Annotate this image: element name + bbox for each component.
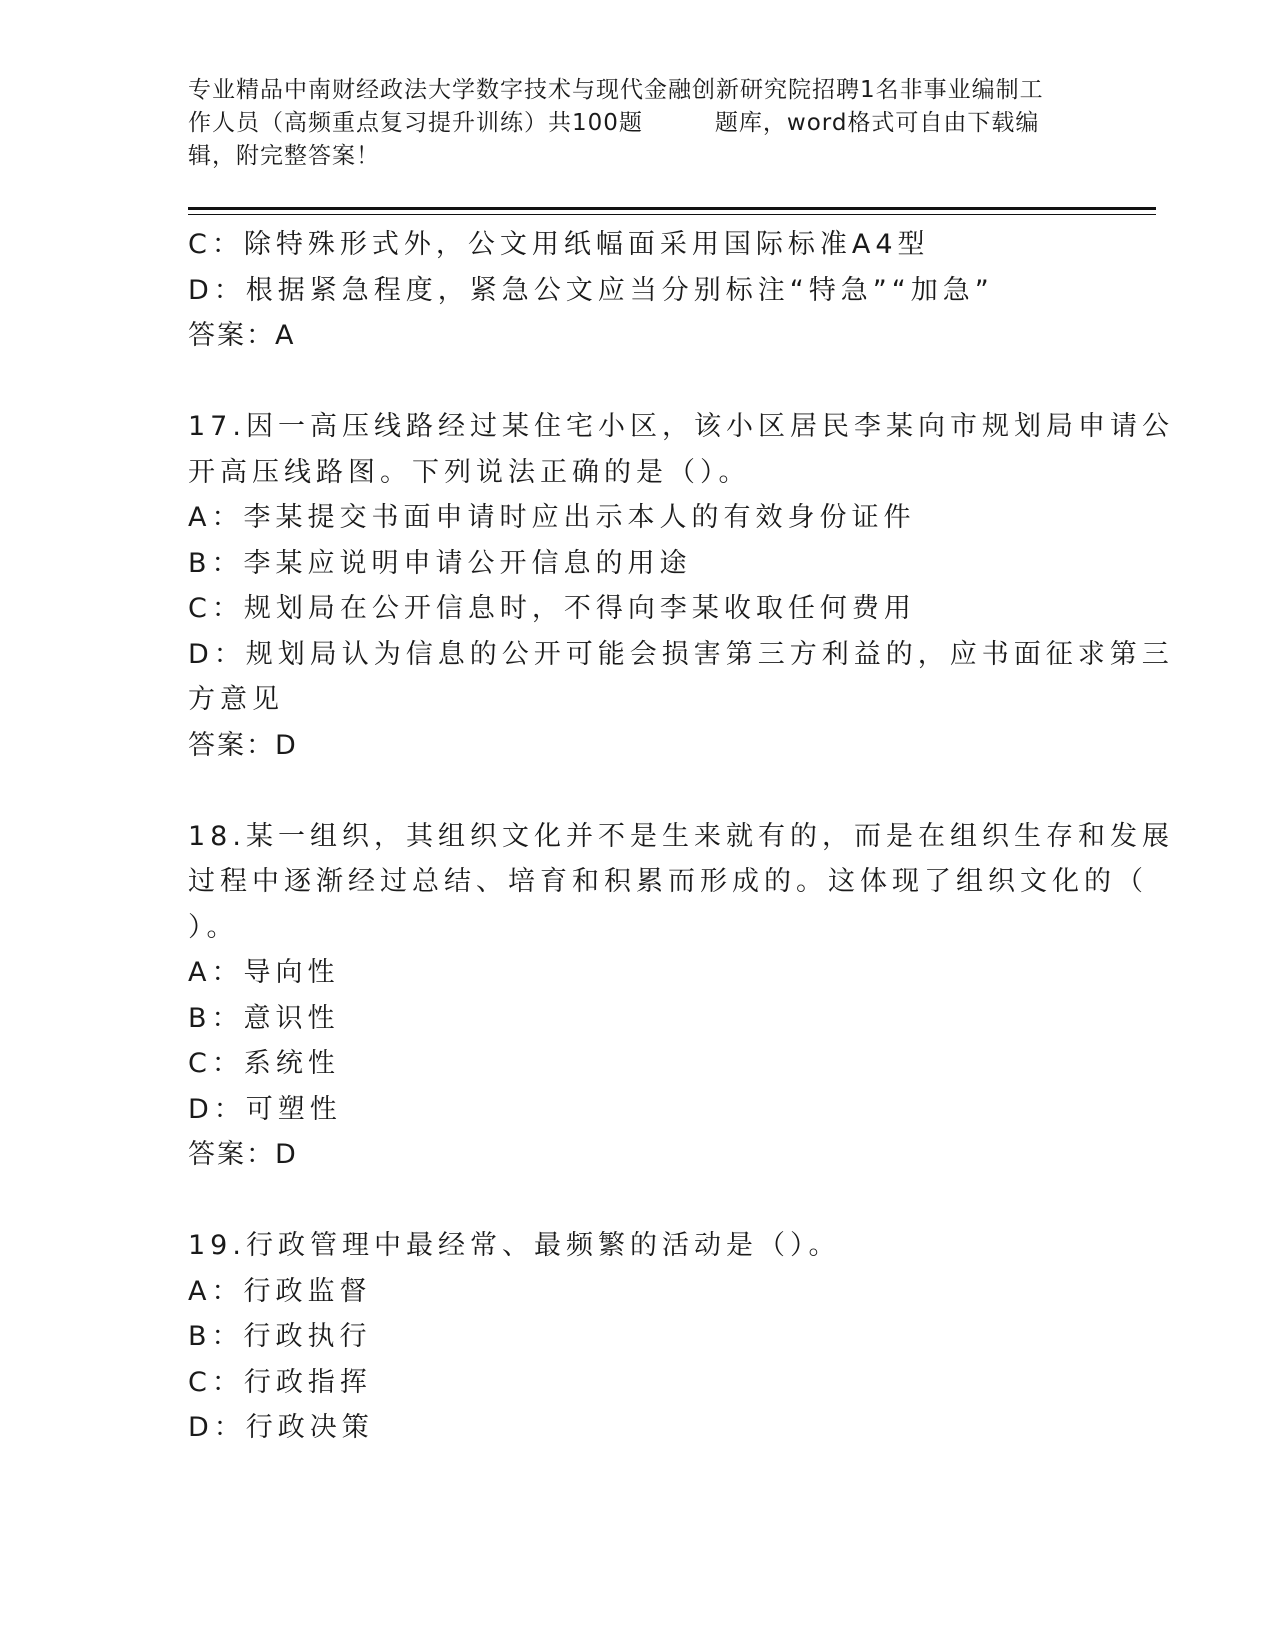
question-stem: 19.行政管理中最经常、最频繁的活动是（）。 [188,1230,841,1261]
header-divider-thick [188,207,1156,210]
option-a: A：行政监督 [188,1275,372,1307]
answer-line: 答案：D [188,729,298,761]
question-stem: ）。 [188,911,239,943]
spacer [188,768,1088,814]
option-c: C：系统性 [188,1048,340,1079]
header-line: 专业精品中南财经政法大学数字技术与现代金融创新研究院招聘1名非事业编制工 [188,77,1044,103]
previous-question-continuation [188,222,1088,359]
option-d: D：规划局认为信息的公开可能会损害第三方利益的，应书面征求第三 [188,638,1174,670]
question-19 [188,1223,1088,1451]
question-17 [188,404,1174,768]
header-line: 作人员（高频重点复习提升训练）共100题 题库，word格式可自由下载编 [188,110,1040,136]
option-b: B：李某应说明申请公开信息的用途 [188,547,692,579]
option-c: C：除特殊形式外，公文用纸幅面采用国际标准A4型 [188,229,930,260]
document-header [188,74,1088,173]
question-stem: 18.某一组织，其组织文化并不是生来就有的，而是在组织生存和发展 [188,820,1174,852]
option-b: B：意识性 [188,1002,340,1034]
option-c: C：规划局在公开信息时，不得向李某收取任何费用 [188,593,916,624]
question-18 [188,814,1174,1178]
option-d-continued: 方意见 [188,684,284,715]
option-d: D：可塑性 [188,1093,342,1125]
option-b: B：行政执行 [188,1321,372,1352]
option-d: D：根据紧急程度，紧急公文应当分别标注“特急”“加急” [188,274,994,306]
spacer [188,1178,1088,1224]
spacer [188,359,1088,405]
answer-line: 答案：A [188,320,296,351]
question-stem: 过程中逐渐经过总结、培育和积累而形成的。这体现了组织文化的（ [188,866,1148,897]
question-stem: 开高压线路图。下列说法正确的是（）。 [188,456,751,488]
header-line: 辑，附完整答案！ [188,143,380,169]
header-divider-thin [188,214,1156,215]
option-a: A：李某提交书面申请时应出示本人的有效身份证件 [188,502,916,533]
question-content [188,222,1174,1451]
option-a: A：导向性 [188,957,340,988]
question-stem: 17.因一高压线路经过某住宅小区，该小区居民李某向市规划局申请公 [188,411,1174,442]
option-d: D：行政决策 [188,1412,374,1443]
option-c: C：行政指挥 [188,1366,372,1398]
answer-line: 答案：D [188,1139,298,1170]
